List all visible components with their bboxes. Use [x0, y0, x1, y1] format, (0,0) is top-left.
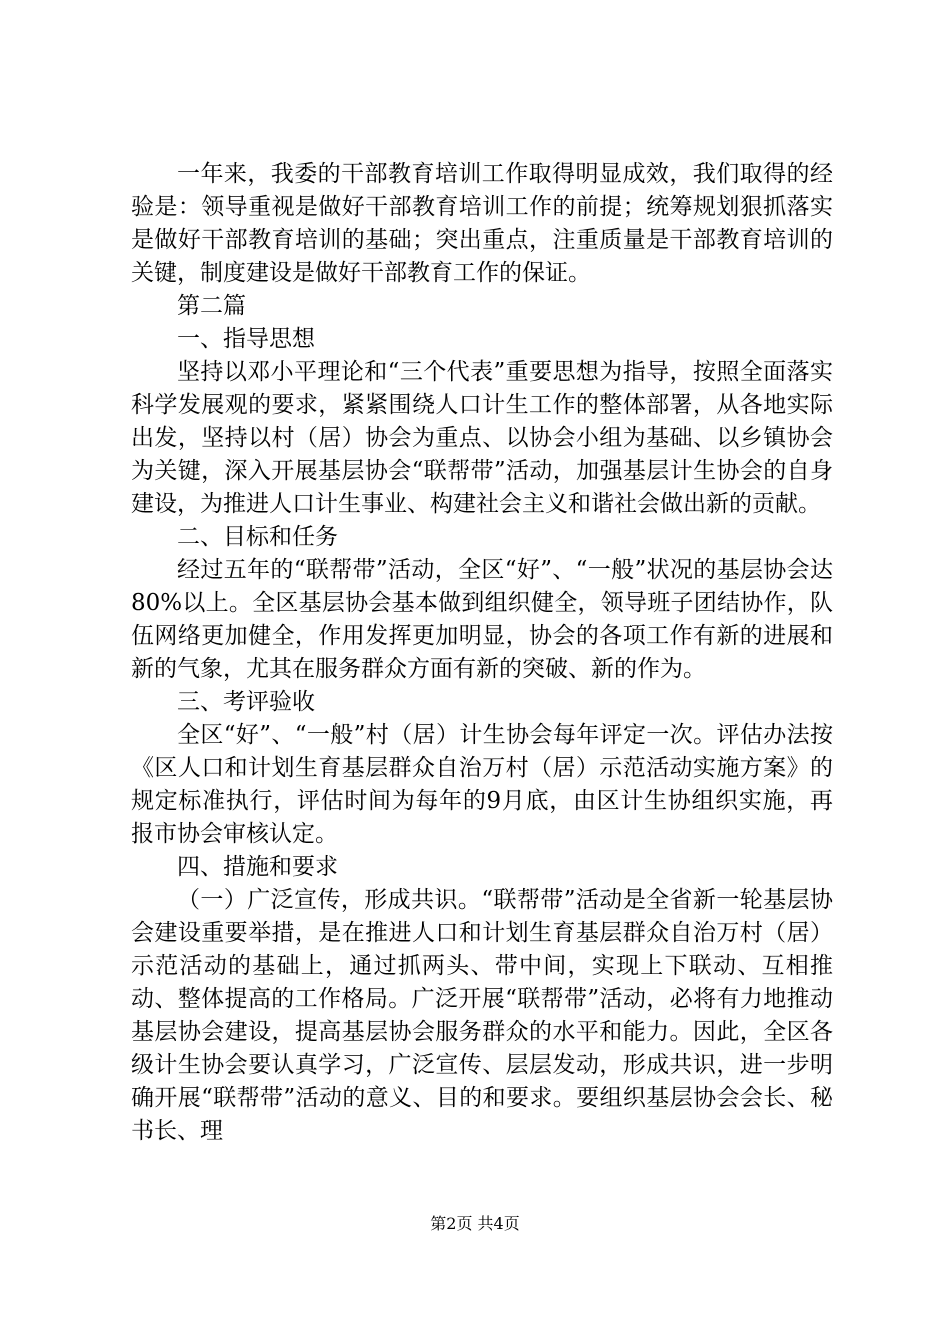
heading-goals-tasks: 二、目标和任务 [177, 524, 338, 550]
page-number: 第2页 共4页 [430, 1214, 520, 1233]
heading-evaluation: 三、考评验收 [177, 689, 315, 715]
paragraph-evaluation: 全区“好”、“一般”村（居）计生协会每年评定一次。评估办法按《区人口和计划生育基层群众自治万村（居）示范活动实施方案》的规定标准执行，评估时间为每年的9月底，由区计生协组织实施，再报市协会审核认定。 [131, 722, 833, 847]
paragraph-goals-tasks: 经过五年的“联帮带”活动，全区“好”、“一般”状况的基层协会达80%以上。全区基层协会基本做到组织健全，领导班子团结协作，队伍网络更加健全，作用发挥更加明显，协会的各项工作有新的进展和新的气象，尤其在服务群众方面有新的突破、新的作为。 [131, 557, 833, 682]
paragraph-measures: （一）广泛宣传，形成共识。“联帮带”活动是全省新一轮基层协会建设重要举措，是在推进人口和计划生育基层群众自治万村（居）示范活动的基础上，通过抓两头、带中间，实现上下联动、互相推动、整体提高的工作格局。广泛开展“联帮带”活动，必将有力地推动基层协会建设，提高基层协会服务群众的水平和能力。因此，全区各级计生协会要认真学习，广泛宣传、层层发动，形成共识，进一步明确开展“联帮带”活动的意义、目的和要求。要组织基层协会会长、秘书长、理 [131, 887, 833, 1144]
document-body [131, 158, 833, 1148]
heading-measures: 四、措施和要求 [177, 854, 338, 880]
paragraph-guiding-ideology: 坚持以邓小平理论和“三个代表”重要思想为指导，按照全面落实科学发展观的要求，紧紧围绕人口计生工作的整体部署，从各地实际出发，坚持以村（居）协会为重点、以协会小组为基础、以乡镇协会为关键，深入开展基层协会“联帮带”活动，加强基层计生协会的自身建设，为推进人口计生事业、构建社会主义和谐社会做出新的贡献。 [131, 359, 833, 517]
paragraph-summary: 一年来，我委的干部教育培训工作取得明显成效，我们取得的经验是：领导重视是做好干部教育培训工作的前提；统筹规划狠抓落实是做好干部教育培训的基础；突出重点，注重质量是干部教育培训的关键，制度建设是做好干部教育工作的保证。 [131, 161, 833, 286]
heading-guiding-ideology: 一、指导思想 [177, 326, 315, 352]
section-title-part-two: 第二篇 [177, 293, 246, 319]
